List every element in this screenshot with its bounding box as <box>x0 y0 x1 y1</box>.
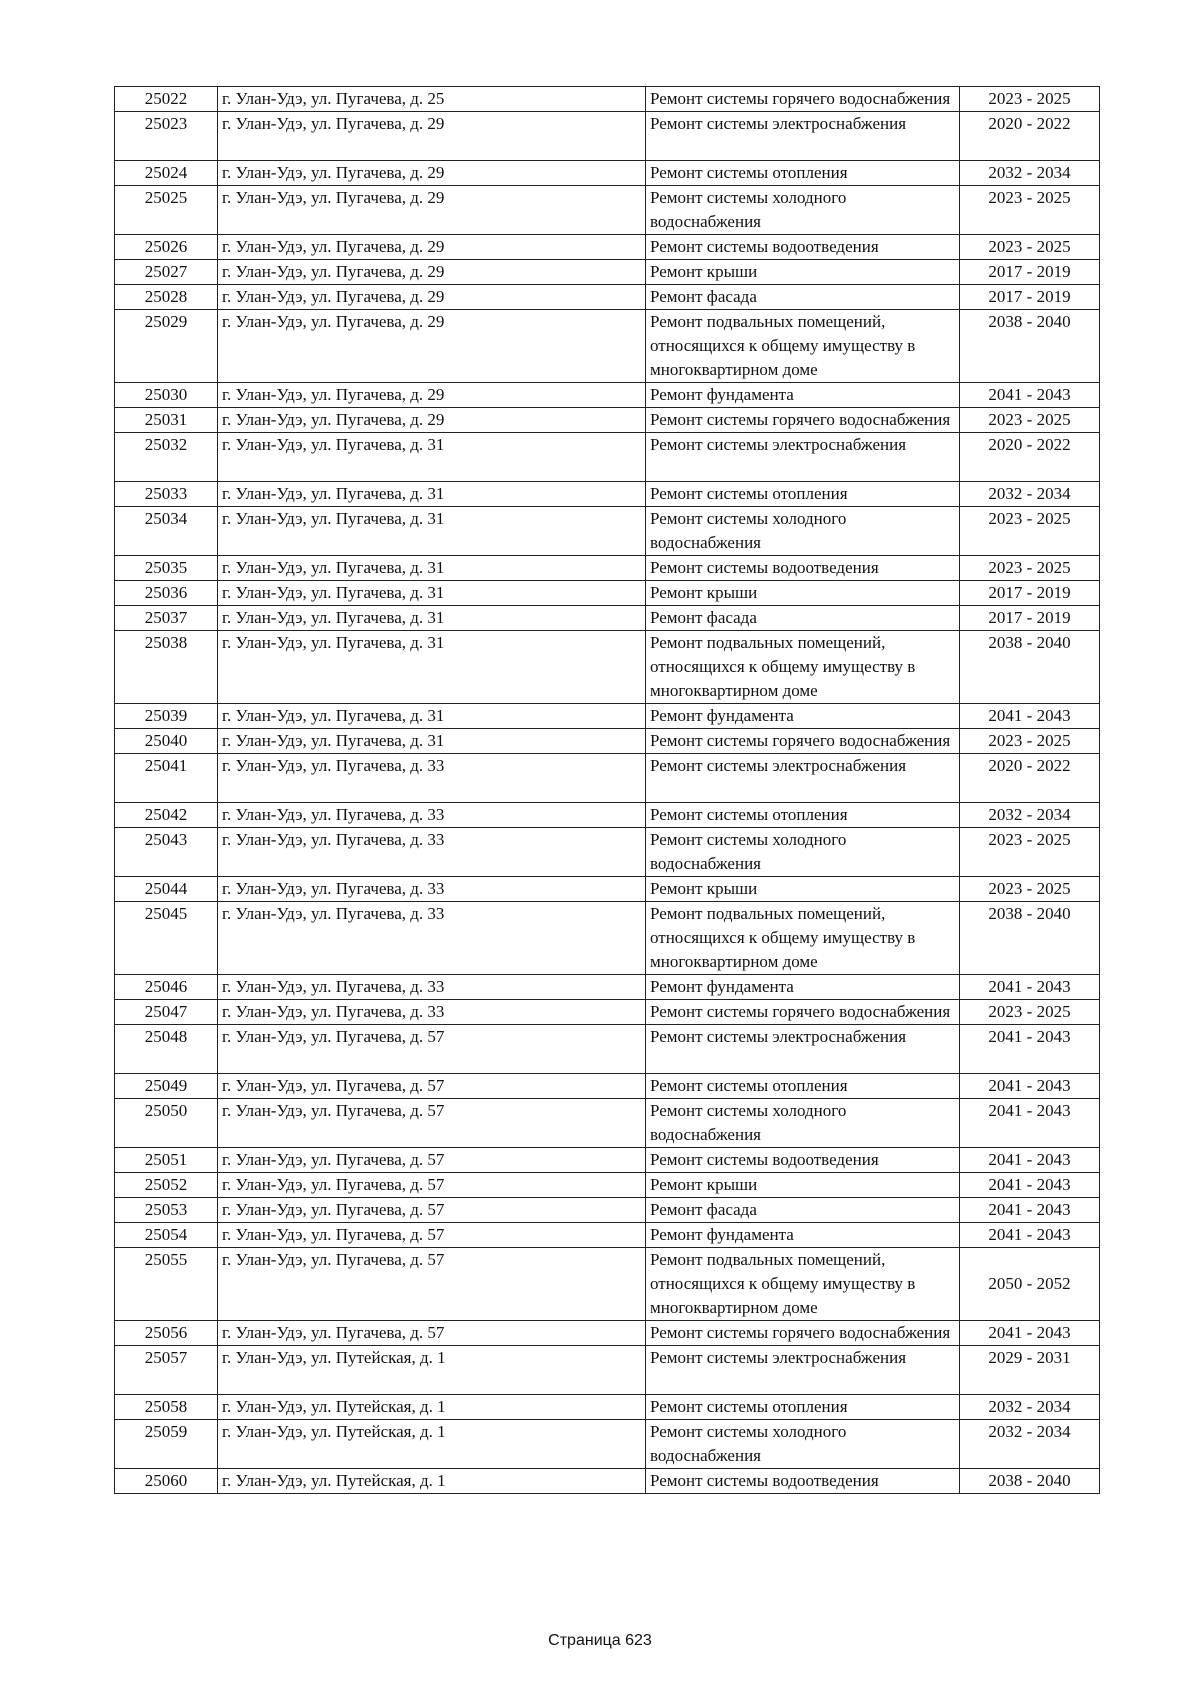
period-cell: 2041 - 2043 <box>960 1321 1100 1346</box>
table-row <box>115 1074 1100 1099</box>
table-row <box>115 112 1100 161</box>
address-cell: г. Улан-Удэ, ул. Пугачева, д. 29 <box>218 285 646 310</box>
row-number-cell: 25033 <box>115 482 218 507</box>
address-cell: г. Улан-Удэ, ул. Пугачева, д. 31 <box>218 704 646 729</box>
work-type-cell: Ремонт системы водоотведения <box>646 1148 960 1173</box>
table-row <box>115 1000 1100 1025</box>
address-cell: г. Улан-Удэ, ул. Пугачева, д. 29 <box>218 161 646 186</box>
work-type-cell: Ремонт системы отопления <box>646 161 960 186</box>
row-number-cell: 25029 <box>115 310 218 383</box>
period-cell: 2032 - 2034 <box>960 161 1100 186</box>
table-row <box>115 729 1100 754</box>
address-cell: г. Улан-Удэ, ул. Пугачева, д. 31 <box>218 507 646 556</box>
row-number-cell: 25045 <box>115 902 218 975</box>
address-cell: г. Улан-Удэ, ул. Пугачева, д. 31 <box>218 482 646 507</box>
table-row <box>115 1248 1100 1321</box>
work-type-cell: Ремонт фасада <box>646 606 960 631</box>
address-cell: г. Улан-Удэ, ул. Пугачева, д. 31 <box>218 631 646 704</box>
table-row <box>115 186 1100 235</box>
period-cell: 2041 - 2043 <box>960 1173 1100 1198</box>
address-cell: г. Улан-Удэ, ул. Пугачева, д. 29 <box>218 235 646 260</box>
row-number-cell: 25025 <box>115 186 218 235</box>
work-type-cell: Ремонт крыши <box>646 260 960 285</box>
work-type-cell: Ремонт системы электроснабжения <box>646 433 960 482</box>
period-cell: 2041 - 2043 <box>960 1099 1100 1148</box>
work-type-cell: Ремонт системы холодного водоснабжения <box>646 186 960 235</box>
work-type-cell: Ремонт системы горячего водоснабжения <box>646 1321 960 1346</box>
address-cell: г. Улан-Удэ, ул. Пугачева, д. 29 <box>218 408 646 433</box>
address-cell: г. Улан-Удэ, ул. Пугачева, д. 29 <box>218 383 646 408</box>
period-cell: 2041 - 2043 <box>960 975 1100 1000</box>
work-type-cell: Ремонт системы горячего водоснабжения <box>646 87 960 112</box>
row-number-cell: 25042 <box>115 803 218 828</box>
period-cell: 2041 - 2043 <box>960 383 1100 408</box>
address-cell: г. Улан-Удэ, ул. Пугачева, д. 33 <box>218 828 646 877</box>
row-number-cell: 25058 <box>115 1395 218 1420</box>
row-number-cell: 25031 <box>115 408 218 433</box>
row-number-cell: 25027 <box>115 260 218 285</box>
table-row <box>115 556 1100 581</box>
table-row <box>115 704 1100 729</box>
table-row <box>115 1198 1100 1223</box>
period-cell: 2023 - 2025 <box>960 507 1100 556</box>
period-cell: 2023 - 2025 <box>960 877 1100 902</box>
table-row <box>115 631 1100 704</box>
row-number-cell: 25041 <box>115 754 218 803</box>
work-type-cell: Ремонт подвальных помещений, относящихся к общему имуществу в многоквартирном доме <box>646 310 960 383</box>
address-cell: г. Улан-Удэ, ул. Пугачева, д. 57 <box>218 1074 646 1099</box>
table-row <box>115 507 1100 556</box>
row-number-cell: 25038 <box>115 631 218 704</box>
work-type-cell: Ремонт системы отопления <box>646 482 960 507</box>
table-row <box>115 1223 1100 1248</box>
table-row <box>115 482 1100 507</box>
table-row <box>115 408 1100 433</box>
period-cell: 2038 - 2040 <box>960 631 1100 704</box>
address-cell: г. Улан-Удэ, ул. Пугачева, д. 57 <box>218 1173 646 1198</box>
address-cell: г. Улан-Удэ, ул. Пугачева, д. 57 <box>218 1223 646 1248</box>
table-row <box>115 310 1100 383</box>
address-cell: г. Улан-Удэ, ул. Пугачева, д. 57 <box>218 1198 646 1223</box>
period-cell: 2041 - 2043 <box>960 1074 1100 1099</box>
work-type-cell: Ремонт крыши <box>646 1173 960 1198</box>
address-cell: г. Улан-Удэ, ул. Пугачева, д. 31 <box>218 581 646 606</box>
row-number-cell: 25044 <box>115 877 218 902</box>
work-type-cell: Ремонт системы горячего водоснабжения <box>646 408 960 433</box>
work-type-cell: Ремонт фасада <box>646 1198 960 1223</box>
table-row <box>115 754 1100 803</box>
row-number-cell: 25037 <box>115 606 218 631</box>
period-cell: 2023 - 2025 <box>960 235 1100 260</box>
address-cell: г. Улан-Удэ, ул. Пугачева, д. 57 <box>218 1099 646 1148</box>
work-type-cell: Ремонт системы водоотведения <box>646 235 960 260</box>
table-row <box>115 877 1100 902</box>
work-type-cell: Ремонт системы холодного водоснабжения <box>646 1099 960 1148</box>
page-number: Страница 623 <box>548 1632 652 1649</box>
table-row <box>115 1025 1100 1074</box>
row-number-cell: 25052 <box>115 1173 218 1198</box>
period-cell: 2029 - 2031 <box>960 1346 1100 1395</box>
address-cell: г. Улан-Удэ, ул. Пугачева, д. 57 <box>218 1248 646 1321</box>
address-cell: г. Улан-Удэ, ул. Пугачева, д. 33 <box>218 803 646 828</box>
period-cell: 2023 - 2025 <box>960 186 1100 235</box>
table-row <box>115 975 1100 1000</box>
period-cell: 2017 - 2019 <box>960 285 1100 310</box>
work-type-cell: Ремонт подвальных помещений, относящихся к общему имуществу в многоквартирном доме <box>646 1248 960 1321</box>
table-row <box>115 383 1100 408</box>
address-cell: г. Улан-Удэ, ул. Путейская, д. 1 <box>218 1420 646 1469</box>
period-cell: 2020 - 2022 <box>960 433 1100 482</box>
address-cell: г. Улан-Удэ, ул. Пугачева, д. 57 <box>218 1148 646 1173</box>
address-cell: г. Улан-Удэ, ул. Пугачева, д. 29 <box>218 260 646 285</box>
period-cell: 2038 - 2040 <box>960 902 1100 975</box>
work-type-cell: Ремонт фундамента <box>646 704 960 729</box>
table-row <box>115 285 1100 310</box>
row-number-cell: 25057 <box>115 1346 218 1395</box>
table-row <box>115 902 1100 975</box>
row-number-cell: 25046 <box>115 975 218 1000</box>
table-row <box>115 581 1100 606</box>
row-number-cell: 25053 <box>115 1198 218 1223</box>
address-cell: г. Улан-Удэ, ул. Пугачева, д. 31 <box>218 606 646 631</box>
table-row <box>115 828 1100 877</box>
table-row <box>115 1469 1100 1494</box>
period-cell: 2023 - 2025 <box>960 729 1100 754</box>
period-cell: 2017 - 2019 <box>960 581 1100 606</box>
row-number-cell: 25056 <box>115 1321 218 1346</box>
work-type-cell: Ремонт системы электроснабжения <box>646 1025 960 1074</box>
table-row <box>115 1346 1100 1395</box>
work-type-cell: Ремонт системы холодного водоснабжения <box>646 507 960 556</box>
address-cell: г. Улан-Удэ, ул. Пугачева, д. 29 <box>218 310 646 383</box>
work-type-cell: Ремонт фундамента <box>646 383 960 408</box>
work-type-cell: Ремонт системы отопления <box>646 1395 960 1420</box>
table-row <box>115 161 1100 186</box>
address-cell: г. Улан-Удэ, ул. Пугачева, д. 25 <box>218 87 646 112</box>
work-type-cell: Ремонт системы холодного водоснабжения <box>646 828 960 877</box>
work-type-cell: Ремонт системы электроснабжения <box>646 754 960 803</box>
work-type-cell: Ремонт подвальных помещений, относящихся к общему имуществу в многоквартирном доме <box>646 902 960 975</box>
row-number-cell: 25026 <box>115 235 218 260</box>
work-type-cell: Ремонт крыши <box>646 581 960 606</box>
period-cell: 2041 - 2043 <box>960 1223 1100 1248</box>
repair-schedule-table <box>114 86 1100 1494</box>
row-number-cell: 25035 <box>115 556 218 581</box>
table-row <box>115 1099 1100 1148</box>
period-cell: 2032 - 2034 <box>960 1395 1100 1420</box>
work-type-cell: Ремонт фундамента <box>646 1223 960 1248</box>
period-cell: 2017 - 2019 <box>960 606 1100 631</box>
work-type-cell: Ремонт системы холодного водоснабжения <box>646 1420 960 1469</box>
period-cell: 2038 - 2040 <box>960 1469 1100 1494</box>
period-cell: 2032 - 2034 <box>960 482 1100 507</box>
table-row <box>115 803 1100 828</box>
table-row <box>115 433 1100 482</box>
table-row <box>115 1173 1100 1198</box>
work-type-cell: Ремонт системы электроснабжения <box>646 112 960 161</box>
row-number-cell: 25055 <box>115 1248 218 1321</box>
period-cell: 2038 - 2040 <box>960 310 1100 383</box>
address-cell: г. Улан-Удэ, ул. Пугачева, д. 33 <box>218 902 646 975</box>
table-row <box>115 235 1100 260</box>
address-cell: г. Улан-Удэ, ул. Пугачева, д. 57 <box>218 1321 646 1346</box>
table-row <box>115 1420 1100 1469</box>
table-row <box>115 1321 1100 1346</box>
address-cell: г. Улан-Удэ, ул. Пугачева, д. 31 <box>218 556 646 581</box>
row-number-cell: 25049 <box>115 1074 218 1099</box>
work-type-cell: Ремонт системы горячего водоснабжения <box>646 1000 960 1025</box>
row-number-cell: 25024 <box>115 161 218 186</box>
period-cell: 2041 - 2043 <box>960 1198 1100 1223</box>
table-body <box>115 87 1100 1494</box>
work-type-cell: Ремонт системы горячего водоснабжения <box>646 729 960 754</box>
row-number-cell: 25036 <box>115 581 218 606</box>
row-number-cell: 25043 <box>115 828 218 877</box>
work-type-cell: Ремонт фундамента <box>646 975 960 1000</box>
row-number-cell: 25047 <box>115 1000 218 1025</box>
row-number-cell: 25048 <box>115 1025 218 1074</box>
address-cell: г. Улан-Удэ, ул. Пугачева, д. 29 <box>218 186 646 235</box>
address-cell: г. Улан-Удэ, ул. Путейская, д. 1 <box>218 1395 646 1420</box>
address-cell: г. Улан-Удэ, ул. Пугачева, д. 33 <box>218 975 646 1000</box>
period-cell: 2032 - 2034 <box>960 803 1100 828</box>
row-number-cell: 25060 <box>115 1469 218 1494</box>
address-cell: г. Улан-Удэ, ул. Пугачева, д. 29 <box>218 112 646 161</box>
row-number-cell: 25023 <box>115 112 218 161</box>
address-cell: г. Улан-Удэ, ул. Пугачева, д. 31 <box>218 729 646 754</box>
address-cell: г. Улан-Удэ, ул. Пугачева, д. 33 <box>218 877 646 902</box>
row-number-cell: 25034 <box>115 507 218 556</box>
work-type-cell: Ремонт системы отопления <box>646 1074 960 1099</box>
period-cell: 2020 - 2022 <box>960 754 1100 803</box>
period-cell: 2023 - 2025 <box>960 408 1100 433</box>
table-row <box>115 606 1100 631</box>
row-number-cell: 25051 <box>115 1148 218 1173</box>
period-cell: 2023 - 2025 <box>960 1000 1100 1025</box>
work-type-cell: Ремонт подвальных помещений, относящихся к общему имуществу в многоквартирном доме <box>646 631 960 704</box>
period-cell: 2041 - 2043 <box>960 704 1100 729</box>
address-cell: г. Улан-Удэ, ул. Пугачева, д. 57 <box>218 1025 646 1074</box>
period-cell: 2023 - 2025 <box>960 556 1100 581</box>
table-row <box>115 87 1100 112</box>
row-number-cell: 25039 <box>115 704 218 729</box>
work-type-cell: Ремонт фасада <box>646 285 960 310</box>
period-cell: 2020 - 2022 <box>960 112 1100 161</box>
row-number-cell: 25030 <box>115 383 218 408</box>
table-row <box>115 1395 1100 1420</box>
work-type-cell: Ремонт системы отопления <box>646 803 960 828</box>
table-row <box>115 260 1100 285</box>
address-cell: г. Улан-Удэ, ул. Пугачева, д. 33 <box>218 1000 646 1025</box>
row-number-cell: 25054 <box>115 1223 218 1248</box>
period-cell: 2032 - 2034 <box>960 1420 1100 1469</box>
period-cell: 2041 - 2043 <box>960 1025 1100 1074</box>
address-cell: г. Улан-Удэ, ул. Пугачева, д. 31 <box>218 433 646 482</box>
work-type-cell: Ремонт системы электроснабжения <box>646 1346 960 1395</box>
period-cell: 2050 - 2052 <box>960 1248 1100 1321</box>
row-number-cell: 25040 <box>115 729 218 754</box>
work-type-cell: Ремонт системы водоотведения <box>646 556 960 581</box>
row-number-cell: 25059 <box>115 1420 218 1469</box>
address-cell: г. Улан-Удэ, ул. Путейская, д. 1 <box>218 1346 646 1395</box>
table-row <box>115 1148 1100 1173</box>
work-type-cell: Ремонт системы водоотведения <box>646 1469 960 1494</box>
address-cell: г. Улан-Удэ, ул. Путейская, д. 1 <box>218 1469 646 1494</box>
row-number-cell: 25028 <box>115 285 218 310</box>
row-number-cell: 25032 <box>115 433 218 482</box>
row-number-cell: 25022 <box>115 87 218 112</box>
period-cell: 2041 - 2043 <box>960 1148 1100 1173</box>
period-cell: 2017 - 2019 <box>960 260 1100 285</box>
period-cell: 2023 - 2025 <box>960 87 1100 112</box>
work-type-cell: Ремонт крыши <box>646 877 960 902</box>
address-cell: г. Улан-Удэ, ул. Пугачева, д. 33 <box>218 754 646 803</box>
period-cell: 2023 - 2025 <box>960 828 1100 877</box>
row-number-cell: 25050 <box>115 1099 218 1148</box>
